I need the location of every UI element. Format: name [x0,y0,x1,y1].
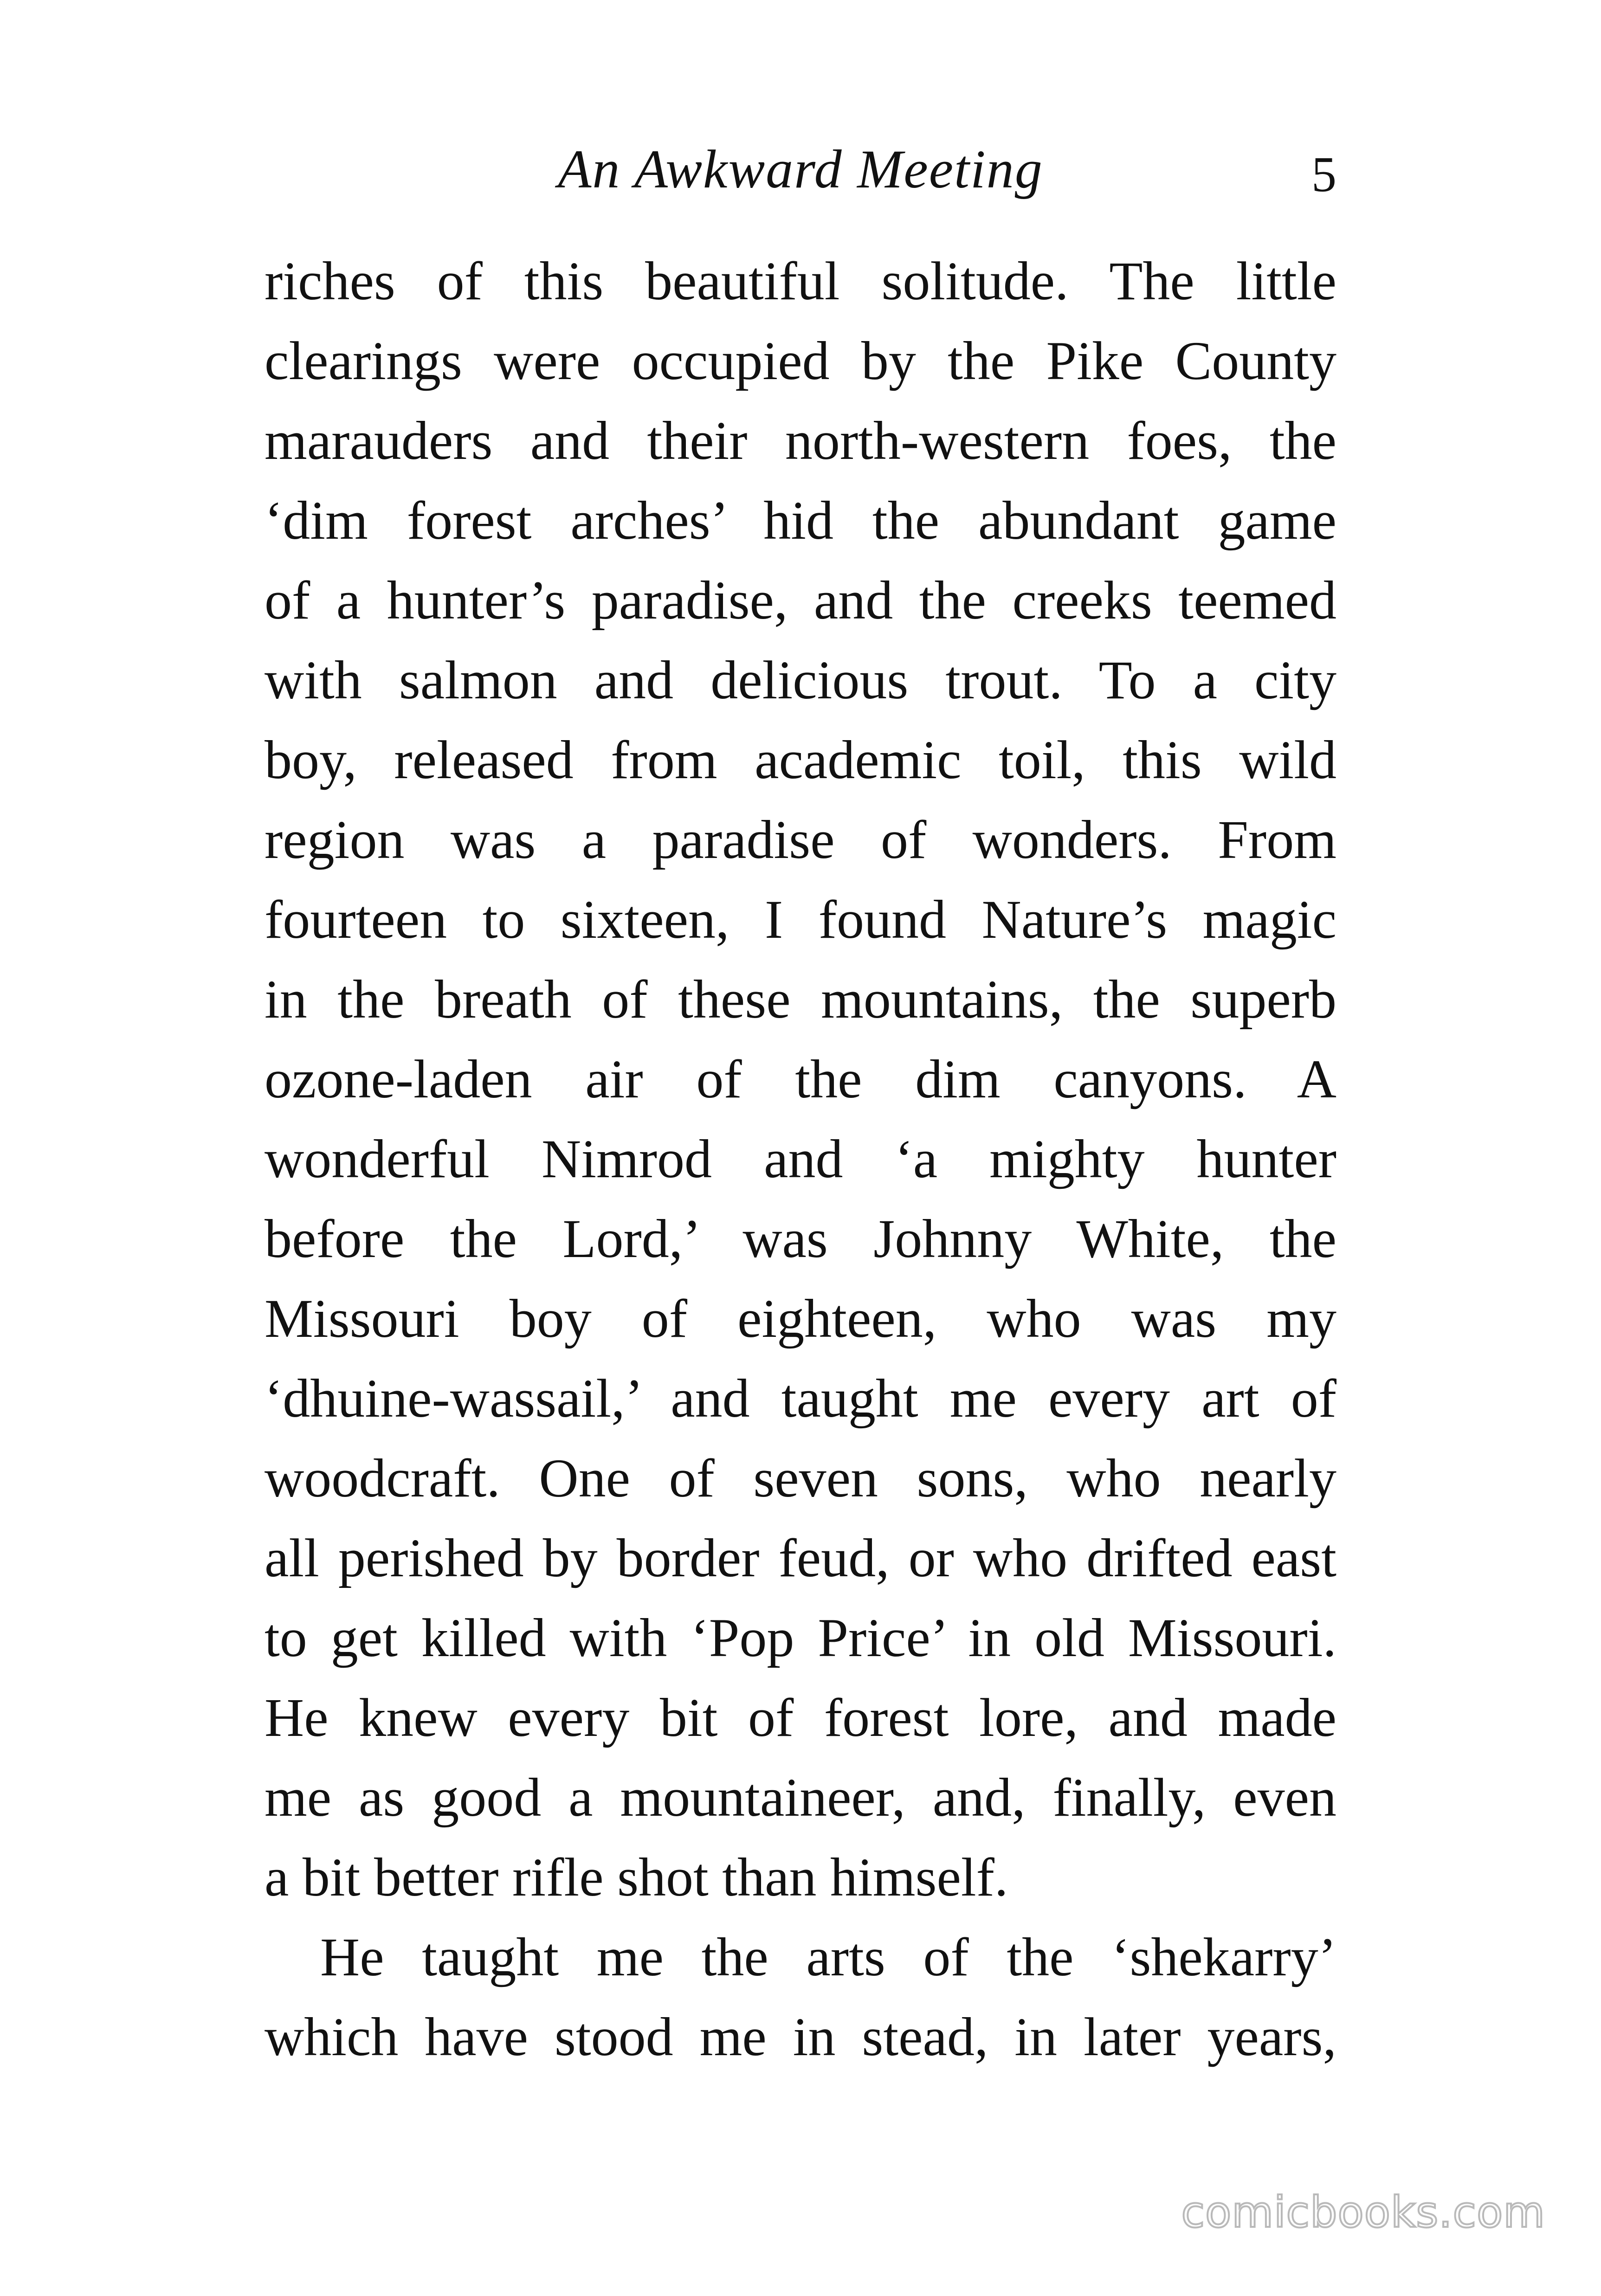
text-line: riches of this beautiful solitude. The little [265,251,1336,311]
watermark-logo: comicbooks.com [1181,2187,1545,2237]
text-line: with salmon and delicious trout. To a city [265,650,1336,710]
text-line: of a hunter’s paradise, and the creeks teemed [265,570,1336,631]
text-line: which have stood me in stead, in later years, [265,2006,1336,2067]
text-line: ‘dim forest arches’ hid the abundant game [265,490,1336,551]
running-title: An Awkward Meeting [558,139,1043,200]
text-line: woodcraft. One of seven sons, who nearly [265,1448,1336,1509]
paragraph-1 [265,241,1336,1917]
text-line: to get killed with ‘Pop Price’ in old Missouri. [265,1607,1336,1668]
text-line: a bit better rifle shot than himself. [265,1847,1008,1908]
text-line: before the Lord,’ was Johnny White, the [265,1208,1336,1269]
page-number: 5 [1311,147,1336,202]
text-line: in the breath of these mountains, the superb [265,969,1336,1030]
text-line: ozone-laden air of the dim canyons. A [265,1049,1336,1109]
body-text [265,241,1336,2077]
text-line: boy, released from academic toil, this wild [265,729,1336,790]
text-line: He taught me the arts of the ‘shekarry’ [320,1927,1336,1987]
text-line: region was a paradise of wonders. From [265,809,1336,870]
paragraph-2 [265,1917,1336,2077]
text-line: He knew every bit of forest lore, and made [265,1687,1336,1748]
text-line: ‘dhuine-wassail,’ and taught me every art of [265,1368,1336,1429]
running-head [265,139,1336,200]
text-line: wonderful Nimrod and ‘a mighty hunter [265,1129,1336,1189]
text-line: fourteen to sixteen, I found Nature’s magic [265,889,1336,950]
text-line: all perished by border feud, or who drifted east [265,1528,1336,1588]
text-line: me as good a mountaineer, and, finally, even [265,1767,1336,1828]
text-line: clearings were occupied by the Pike County [265,330,1336,391]
text-line: Missouri boy of eighteen, who was my [265,1288,1336,1349]
text-line: marauders and their north-western foes, the [265,410,1336,471]
